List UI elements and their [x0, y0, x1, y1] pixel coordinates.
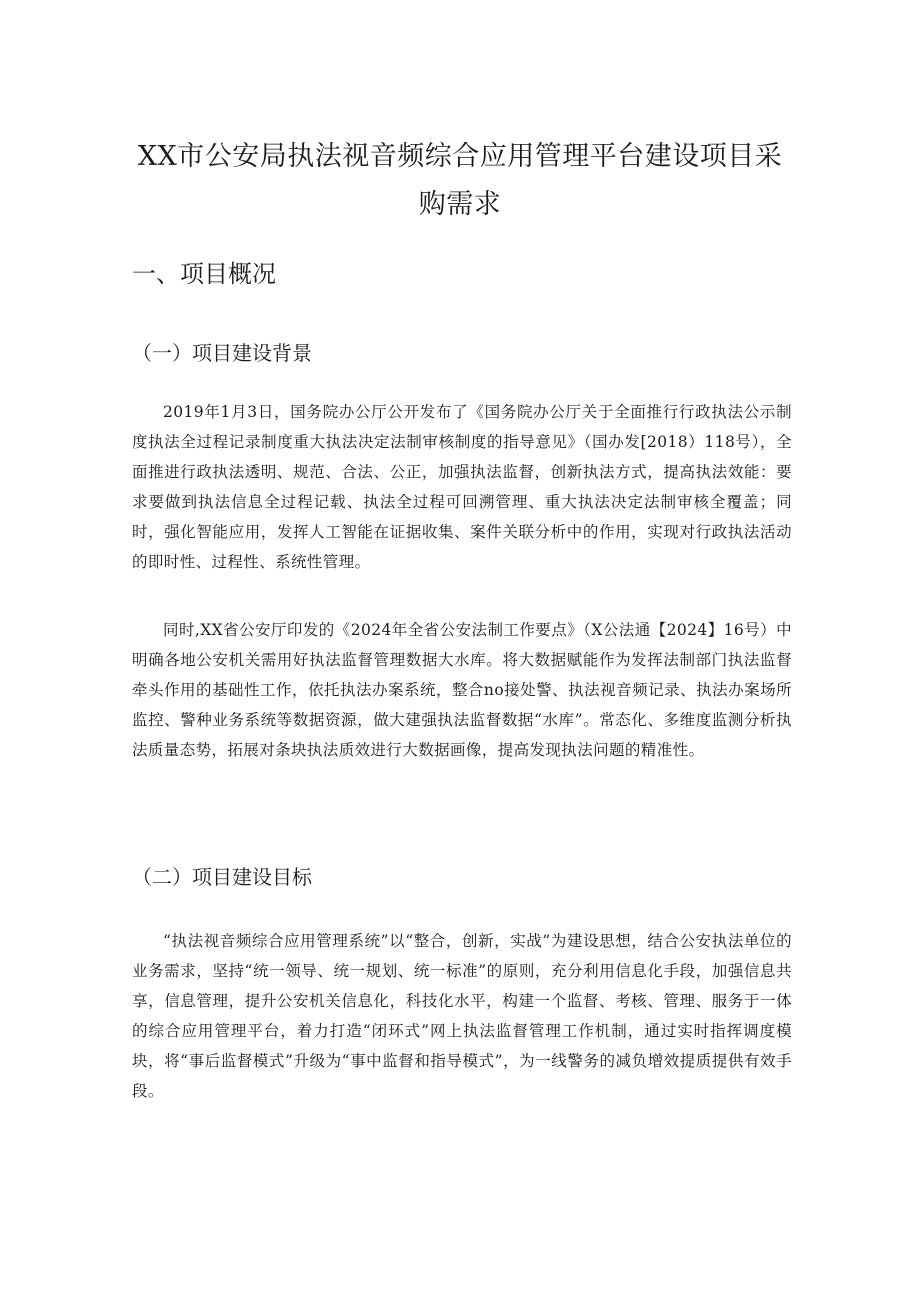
document-title: XX市公安局执法视音频综合应用管理平台建设项目采购需求	[137, 141, 783, 220]
paragraph-background-2: 同时,XX省公安厅印发的《2024年全省公安法制工作要点》（X公法通【2024】16号）中明确各地公安机关需用好执法监督管理数据大水库。将大数据赋能作为发挥法制部门执法监督牵头作用的基础性工作，依托执法办案系统，整合no接处警、执法视音频记录、执法办案场所监控、警种业务系统等数据资源，做大建强执法监督数据“水库”。常态化、多维度监测分析执法质量态势，拓展对条块执法质效进行大数据画像，提高发现执法问题的精准性。	[132, 621, 792, 759]
paragraph-goal-1: “执法视音频综合应用管理系统”以“整合，创新，实战”为建设思想，结合公安执法单位的业务需求，坚持“统一领导、统一规划、统一标准”的原则，充分利用信息化手段，加强信息共享，信息管理，提升公安机关信息化，科技化水平，构建一个监督、考核、管理、服务于一体的综合应用管理平台，着力打造“闭环式”网上执法监督管理工作机制，通过实时指挥调度模块，将“事后监督模式”升级为“事中监督和指导模式”，为一线警务的减负增效提质提供有效手段。	[132, 932, 792, 1100]
section-heading-overview: 一、项目概况	[132, 260, 276, 288]
subsection-heading-background: （一）项目建设背景	[132, 341, 312, 365]
paragraph-background-1: 2019年1月3日，国务院办公厅公开发布了《国务院办公厅关于全面推行行政执法公示制度执法全过程记录制度重大执法决定法制审核制度的指导意见》（国办发[2018）118号），全面推进行政执法透明、规范、合法、公正，加强执法监督，创新执法方式，提高执法效能：要求要做到执法信息全过程记载、执法全过程可回溯管理、重大执法决定法制审核全覆盖；同时，强化智能应用，发挥人工智能在证据收集、案件关联分析中的作用，实现对行政执法活动的即时性、过程性、系统性管理。	[132, 403, 792, 571]
subsection-heading-goal: （二）项目建设目标	[132, 865, 312, 889]
